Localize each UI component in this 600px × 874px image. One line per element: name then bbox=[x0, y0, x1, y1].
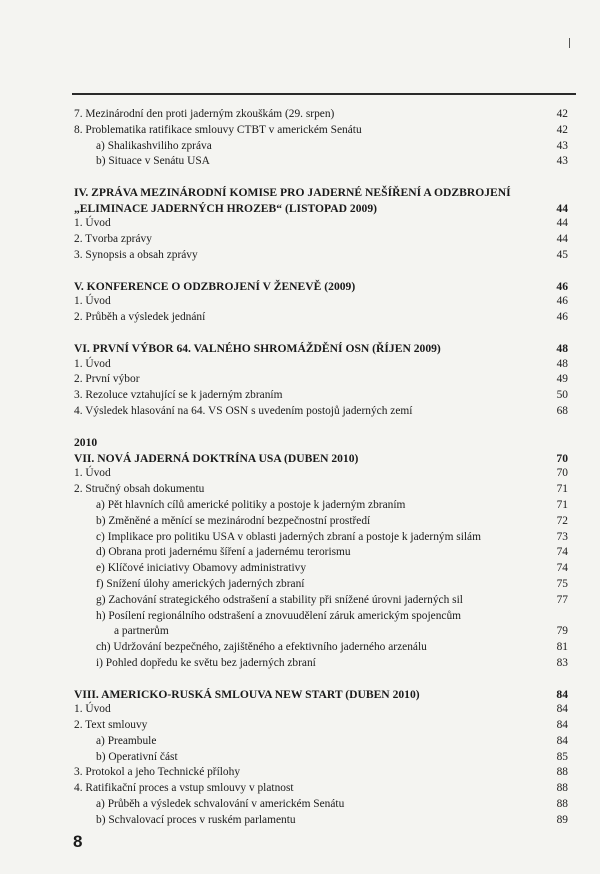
toc-entry-page: 44 bbox=[556, 201, 568, 215]
toc-entry-title: a) Pět hlavních cílů americké politiky a postoje k jaderným zbraním bbox=[96, 498, 406, 511]
toc-section-heading bbox=[74, 341, 568, 357]
toc-entry-page: 89 bbox=[556, 813, 568, 826]
toc-subentry bbox=[74, 656, 568, 672]
toc-entry-page: 71 bbox=[556, 498, 568, 511]
toc-entry-title: 2. První výbor bbox=[74, 373, 140, 386]
toc-entry-page: 84 bbox=[556, 719, 568, 732]
toc-entry bbox=[74, 310, 568, 326]
toc-entry-page: 49 bbox=[556, 373, 568, 386]
scan-mark bbox=[569, 38, 570, 48]
table-of-contents bbox=[74, 107, 568, 829]
toc-subentry bbox=[74, 813, 568, 829]
toc-entry-page: 75 bbox=[556, 577, 568, 590]
toc-section-heading bbox=[74, 279, 568, 295]
toc-entry bbox=[74, 248, 568, 264]
toc-subentry bbox=[74, 530, 568, 546]
toc-entry bbox=[74, 216, 568, 232]
toc-entry-title: VI. PRVNÍ VÝBOR 64. VALNÉHO SHROMÁŽDĚNÍ OSN (ŘÍJEN 2009) bbox=[74, 341, 441, 355]
toc-entry-title: 1. Úvod bbox=[74, 295, 111, 308]
toc-entry-title: 8. Problematika ratifikace smlouvy CTBT v americkém Senátu bbox=[74, 123, 362, 136]
toc-entry bbox=[74, 466, 568, 482]
toc-entry-title: a) Shalikashviliho zpráva bbox=[96, 139, 212, 152]
toc-subentry bbox=[74, 545, 568, 561]
toc-entry-page: 72 bbox=[556, 514, 568, 527]
toc-entry-title: b) Schvalovací proces v ruském parlamentu bbox=[96, 813, 296, 826]
toc-entry-page: 44 bbox=[556, 233, 568, 246]
toc-entry-title: a) Průběh a výsledek schvalování v americkém Senátu bbox=[96, 798, 345, 811]
toc-entry-page: 70 bbox=[556, 467, 568, 480]
toc-entry-page: 85 bbox=[556, 750, 568, 763]
toc-entry-title: VII. NOVÁ JADERNÁ DOKTRÍNA USA (DUBEN 2010) bbox=[74, 451, 359, 465]
toc-entry-title: V. KONFERENCE O ODZBROJENÍ V ŽENEVĚ (2009) bbox=[74, 279, 356, 293]
toc-entry bbox=[74, 404, 568, 420]
toc-entry-title: e) Klíčové iniciativy Obamovy administrativy bbox=[96, 562, 307, 575]
toc-entry-title: b) Situace v Senátu USA bbox=[96, 155, 210, 168]
section-gap bbox=[74, 326, 568, 341]
section-gap bbox=[74, 420, 568, 435]
toc-subentry bbox=[74, 498, 568, 514]
toc-entry-page: 70 bbox=[556, 451, 568, 465]
toc-entry bbox=[74, 765, 568, 781]
section-gap bbox=[74, 264, 568, 279]
toc-entry-page: 79 bbox=[556, 625, 568, 638]
toc-entry-page: 73 bbox=[556, 530, 568, 543]
toc-entry-page: 74 bbox=[556, 546, 568, 559]
toc-entry-title: IV. ZPRÁVA MEZINÁRODNÍ KOMISE PRO JADERNÉ NEŠÍŘENÍ A ODZBROJENÍ bbox=[74, 186, 511, 200]
toc-entry-title: 4. Ratifikační proces a vstup smlouvy v platnost bbox=[74, 782, 294, 795]
toc-entry-title: c) Implikace pro politiku USA v oblasti jaderných zbraní a postoje k jaderným silám bbox=[96, 530, 481, 543]
toc-entry-page: 84 bbox=[556, 734, 568, 747]
toc-entry-page: 84 bbox=[556, 703, 568, 716]
toc-entry-title: 4. Výsledek hlasování na 64. VS OSN s uvedením postojů jaderných zemí bbox=[74, 404, 413, 417]
toc-entry-page: 46 bbox=[556, 295, 568, 308]
section-gap bbox=[74, 672, 568, 687]
toc-entry-title: 1. Úvod bbox=[74, 703, 111, 716]
toc-entry bbox=[74, 232, 568, 248]
toc-entry-page: 88 bbox=[556, 766, 568, 779]
toc-entry-page: 42 bbox=[556, 123, 568, 136]
toc-entry-title: a partnerům bbox=[114, 625, 169, 638]
toc-subentry bbox=[74, 593, 568, 609]
toc-entry bbox=[74, 123, 568, 139]
toc-entry-title: 1. Úvod bbox=[74, 217, 111, 230]
toc-entry-page: 50 bbox=[556, 389, 568, 402]
toc-entry-page: 42 bbox=[556, 108, 568, 120]
toc-entry-page: 68 bbox=[556, 404, 568, 417]
toc-entry-title: 1. Úvod bbox=[74, 357, 111, 370]
toc-subentry bbox=[74, 609, 568, 625]
toc-entry-page: 84 bbox=[556, 687, 568, 701]
section-gap bbox=[74, 170, 568, 185]
toc-entry bbox=[74, 388, 568, 404]
toc-entry bbox=[74, 781, 568, 797]
toc-subentry bbox=[74, 154, 568, 170]
toc-entry-page: 74 bbox=[556, 562, 568, 575]
toc-entry-page: 45 bbox=[556, 248, 568, 261]
toc-entry-title: b) Změněné a měnící se mezinárodní bezpečnostní prostředí bbox=[96, 514, 371, 527]
toc-entry-title: ch) Udržování bezpečného, zajištěného a efektivního jaderného arzenálu bbox=[96, 641, 427, 654]
toc-subentry bbox=[74, 797, 568, 813]
top-rule bbox=[72, 93, 576, 95]
toc-entry-page: 88 bbox=[556, 798, 568, 811]
toc-entry-title: 3. Protokol a jeho Technické přílohy bbox=[74, 766, 241, 779]
toc-subentry-continuation bbox=[74, 624, 568, 640]
toc-entry-title: 2. Stručný obsah dokumentu bbox=[74, 483, 205, 496]
toc-section-heading bbox=[74, 201, 568, 217]
toc-entry-title: 1. Úvod bbox=[74, 467, 111, 480]
toc-entry-title: VIII. AMERICKO-RUSKÁ SMLOUVA NEW START (DUBEN 2010) bbox=[74, 687, 420, 701]
toc-entry-title: 3. Synopsis a obsah zprávy bbox=[74, 248, 198, 261]
toc-section-heading bbox=[74, 687, 568, 703]
toc-entry-page: 83 bbox=[556, 656, 568, 669]
toc-entry-page: 43 bbox=[556, 139, 568, 152]
toc-entry-page: 44 bbox=[556, 217, 568, 230]
toc-subentry bbox=[74, 514, 568, 530]
toc-entry bbox=[74, 718, 568, 734]
toc-entry-title: b) Operativní část bbox=[96, 750, 178, 763]
toc-entry-title: f) Snížení úlohy amerických jaderných zbraní bbox=[96, 577, 305, 590]
toc-entry-page: 88 bbox=[556, 782, 568, 795]
toc-subentry bbox=[74, 734, 568, 750]
toc-entry-title: 2. Průběh a výsledek jednání bbox=[74, 311, 206, 324]
toc-subentry bbox=[74, 577, 568, 593]
toc-entry-title: d) Obrana proti jadernému šíření a jadernému terorismu bbox=[96, 546, 351, 559]
toc-entry bbox=[74, 294, 568, 310]
toc-entry-title: 2. Text smlouvy bbox=[74, 719, 148, 732]
toc-entry-title: a) Preambule bbox=[96, 734, 157, 747]
toc-section-heading bbox=[74, 451, 568, 467]
toc-entry bbox=[74, 357, 568, 373]
year-label: 2010 bbox=[74, 435, 98, 449]
toc-subentry bbox=[74, 640, 568, 656]
toc-entry-page: 48 bbox=[556, 341, 568, 355]
toc-entry-page: 81 bbox=[556, 641, 568, 654]
toc-entry-page: 77 bbox=[556, 593, 568, 606]
toc-subentry bbox=[74, 139, 568, 155]
toc-entry bbox=[74, 482, 568, 498]
toc-subentry bbox=[74, 750, 568, 766]
toc-entry bbox=[74, 372, 568, 388]
toc-entry-page: 43 bbox=[556, 155, 568, 168]
toc-entry-page: 46 bbox=[556, 279, 568, 293]
toc-entry bbox=[74, 107, 568, 123]
toc-subentry bbox=[74, 561, 568, 577]
toc-entry-title: „ELIMINACE JADERNÝCH HROZEB“ (LISTOPAD 2009) bbox=[74, 201, 377, 215]
page-number: 8 bbox=[73, 832, 83, 851]
toc-entry bbox=[74, 702, 568, 718]
toc-entry-title: g) Zachování strategického odstrašení a stability při snížené úrovni jaderných sil bbox=[96, 593, 463, 606]
toc-entry-page: 71 bbox=[556, 483, 568, 496]
toc-entry-title: 2. Tvorba zprávy bbox=[74, 233, 152, 246]
toc-entry-page: 46 bbox=[556, 311, 568, 324]
toc-section-heading bbox=[74, 185, 568, 201]
toc-entry-title: i) Pohled dopředu ke světu bez jaderných zbraní bbox=[96, 656, 316, 669]
toc-entry-title: h) Posílení regionálního odstrašení a znovuudělení záruk americkým spojencům bbox=[96, 609, 462, 622]
toc-entry-page: 48 bbox=[556, 357, 568, 370]
toc-entry-title: 3. Rezoluce vztahující se k jaderným zbraním bbox=[74, 389, 283, 402]
toc-entry-title: 7. Mezinárodní den proti jaderným zkouškám (29. srpen) bbox=[74, 108, 335, 120]
